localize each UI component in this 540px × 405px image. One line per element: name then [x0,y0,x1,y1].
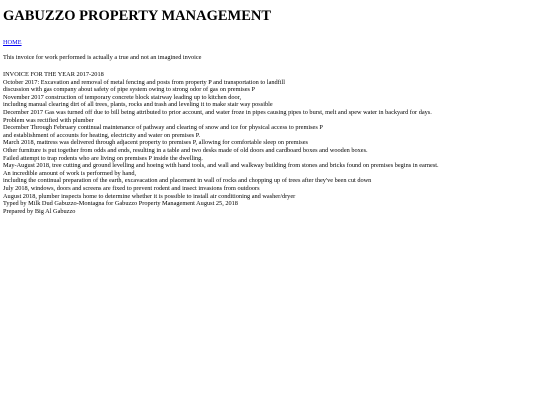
invoice-line: December Through February continual maintenance of pathway and clearing of snow and ice for physical access to premises P [3,124,323,132]
invoice-line: Prepared by Big Al Gabuzzo [3,207,76,215]
invoice-line: December 2017 Gas was turned off due to bill being attributed to prior account, and water froze in pipes causing pipes to burst, melt and spew water in backyard for days. [3,108,432,116]
invoice-line: discussion with gas company about safety of pipe system owing to strong odor of gas on premises P [3,86,256,94]
invoice-line: Failed attempt to trap rodents who are living on premises P inside the dwelling. [3,154,203,162]
invoice-line: An incredible amount of work is performed by hand, [3,169,137,177]
invoice-line: November 2017 construction of temporary concrete block stairway leading up to kitchen door, [3,93,242,101]
intro-text: This invoice for work performed is actually a true and not an imagined invoice [3,54,202,61]
invoice-line: including manual clearing dirt of all trees, plants, rocks and trash and leveling it to make stair way possible [3,101,273,109]
page-content [3,8,537,215]
invoice-line: October 2017: Excavation and removal of metal fencing and posts from property P and transportation to landfill [3,78,286,86]
invoice-line: including the continual preparation of the earth, excavacation and placement in wall of rocks and chopping up of trees after they've been cut down [3,177,372,185]
invoice-body [3,71,537,215]
invoice-line: August 2018, plumber inspects home to determine whether it is possible to install air conditioning and washer/dryer [3,192,296,200]
invoice-heading: INVOICE FOR THE YEAR 2017-2018 [3,71,104,78]
invoice-line: July 2018, windows, doors and screens are fixed to prevent rodent and insect invasions from outdoors [3,184,260,192]
invoice-line: Typed by Milk Dud Gabuzzo-Montagna for Gabuzzo Property Management August 25, 2018 [3,200,238,208]
invoice-line: May-August 2018, tree cutting and ground levelling and hoeing with hand tools, and wall and walkway building from stones and bricks found on premises begins in earnest. [3,162,439,170]
invoice-line: and establishment of accounts for heating, electricity and water on premises P. [3,131,201,139]
home-link[interactable]: HOME [3,39,22,46]
invoice-line: Problem was rectified with plumber [3,116,94,124]
invoice-line: Other furniture is put together from odds and ends, resulting in a table and two desks made of old doors and cardboard boxes and wooden boxes. [3,146,368,154]
invoice-line: March 2018, mattress was delivered through adjacent property to premises P, allowing for comfortable sleep on premises [3,139,308,147]
page-title: GABUZZO PROPERTY MANAGEMENT [3,8,272,24]
